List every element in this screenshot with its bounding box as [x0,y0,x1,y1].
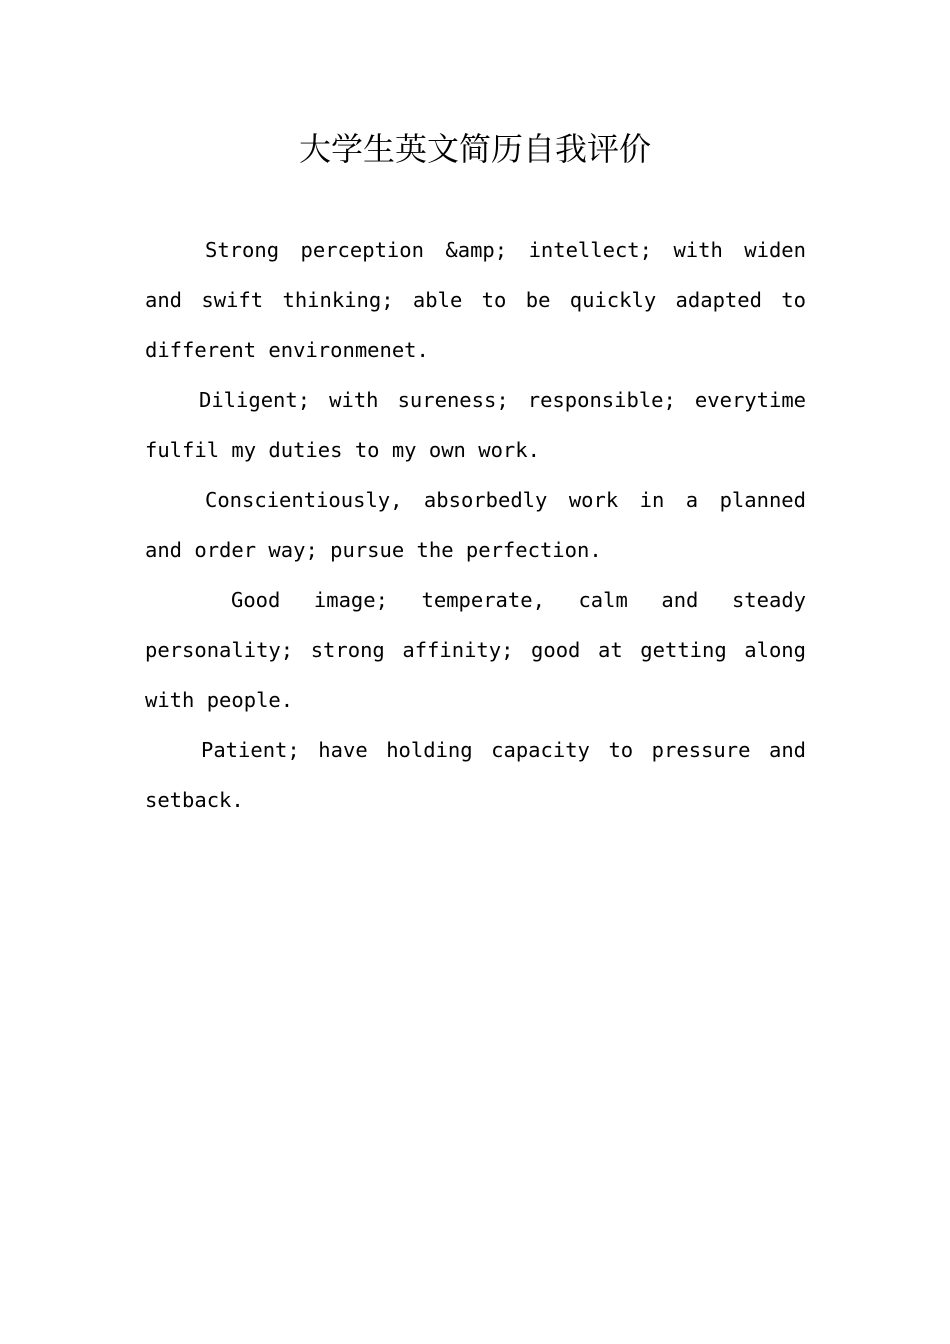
paragraph-1: Strong perception &amp; intellect; with widen and swift thinking; able to be quickly adapted to different environmenet. [145,238,806,362]
document-body [145,225,806,825]
paragraph-2: Diligent; with sureness; responsible; everytime fulfil my duties to my own work. [145,388,806,462]
paragraph-4: Good image; temperate, calm and steady personality; strong affinity; good at getting along with people. [145,588,806,712]
paragraph-3: Conscientiously, absorbedly work in a planned and order way; pursue the perfection. [145,488,806,562]
paragraph-5: Patient; have holding capacity to pressure and setback. [145,738,806,812]
document-title: 大学生英文简历自我评价 [298,130,651,168]
